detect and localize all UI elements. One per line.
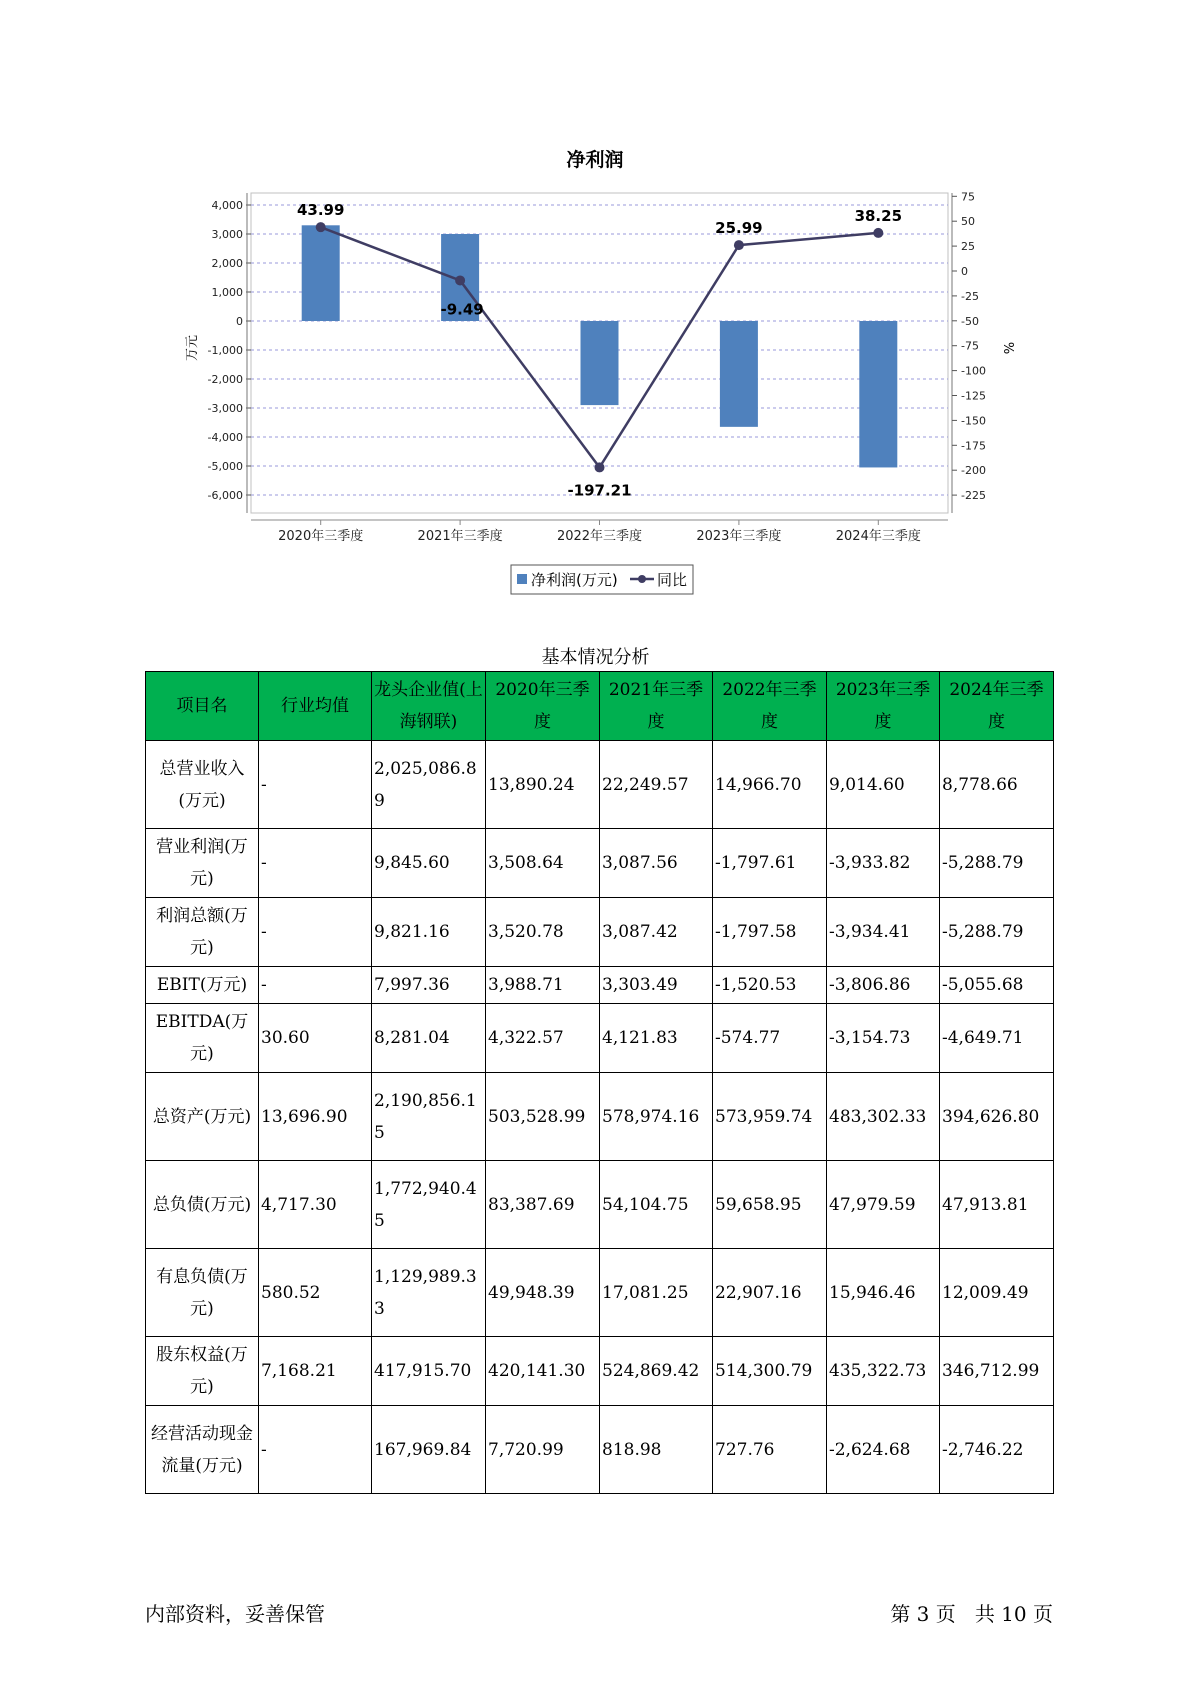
table-header-row [146,672,1054,741]
line-point-yoy [873,228,883,238]
line-point-yoy [316,222,326,232]
table-row [146,829,1054,898]
data-label-yoy: 38.25 [854,206,903,225]
table-cell: - [259,829,372,898]
table-cell: - [259,967,372,1004]
line-point-yoy [734,240,744,250]
data-label-yoy: 43.99 [296,201,345,220]
table-row [146,1249,1054,1337]
table-cell: 7,168.21 [259,1337,372,1406]
data-label-yoy: -9.49 [440,300,484,319]
table-cell: -1,797.58 [713,898,827,967]
row-label: 利润总额(万元) [146,898,259,967]
table-cell: 30.60 [259,1004,372,1073]
table-cell: 3,508.64 [486,829,600,898]
table-row [146,741,1054,829]
y-tick-label: -4,000 [207,431,243,444]
table-cell: 49,948.39 [486,1249,600,1337]
table-cell: 14,966.70 [713,741,827,829]
bar-net-profit [859,321,897,467]
chart-canvas [0,0,1191,600]
table-cell: 9,845.60 [372,829,486,898]
table-header-cell: 2020年三季度 [486,672,600,741]
line-point-yoy [595,462,605,472]
y2-tick-label: -50 [961,314,979,328]
table-cell: 524,869.42 [600,1337,713,1406]
legend-swatch-net-profit [517,574,527,584]
table-title: 基本情况分析 [541,647,650,668]
table-cell: 346,712.99 [940,1337,1054,1406]
table-cell: 13,696.90 [259,1073,372,1161]
row-label: EBIT(万元) [146,967,259,1004]
legend-label-yoy: 同比 [657,571,688,589]
table-cell: 578,974.16 [600,1073,713,1161]
y-tick-label: -1,000 [207,344,243,357]
table-cell: 3,520.78 [486,898,600,967]
row-label: 总负债(万元) [146,1161,259,1249]
table-cell: 3,303.49 [600,967,713,1004]
y-tick-label: -3,000 [207,402,243,415]
table-cell: 2,190,856.15 [372,1073,486,1161]
table-cell: 483,302.33 [827,1073,940,1161]
table-header-cell: 龙头企业值(上海钢联) [372,672,486,741]
table-cell: -3,933.82 [827,829,940,898]
table-cell: -4,649.71 [940,1004,1054,1073]
y2-tick-label: -25 [961,289,979,303]
y2-tick-label: 0 [961,265,968,278]
table-cell: 4,322.57 [486,1004,600,1073]
table-header-cell: 行业均值 [259,672,372,741]
legend-label-net-profit: 净利润(万元) [531,571,618,589]
y-tick-label: 4,000 [211,199,243,212]
table-cell: 22,249.57 [600,741,713,829]
table-cell: 573,959.74 [713,1073,827,1161]
table-cell: -3,806.86 [827,967,940,1004]
y-tick-label: 2,000 [211,257,243,270]
table-cell: 47,913.81 [940,1161,1054,1249]
table-cell: 514,300.79 [713,1337,827,1406]
table-row [146,1161,1054,1249]
y-axis-label: 万元 [185,334,200,362]
table-cell: 3,087.42 [600,898,713,967]
table-cell: 15,946.46 [827,1249,940,1337]
y-tick-label: -2,000 [207,373,243,386]
table-cell: - [259,898,372,967]
y2-tick-label: -100 [961,364,986,378]
table-cell: 12,009.49 [940,1249,1054,1337]
table-cell: -1,797.61 [713,829,827,898]
y-tick-label: -6,000 [207,489,243,502]
table-cell: 167,969.84 [372,1406,486,1494]
table-cell: 9,821.16 [372,898,486,967]
table-row [146,967,1054,1004]
data-label-yoy: 25.99 [715,219,763,238]
table-cell: - [259,1406,372,1494]
x-tick-label: 2022年三季度 [556,529,643,544]
table-cell: 727.76 [713,1406,827,1494]
y-tick-label: 1,000 [211,286,243,299]
y-tick-label: 0 [236,315,243,328]
row-label: EBITDA(万元) [146,1004,259,1073]
basic-analysis-table [145,671,1054,1494]
y-tick-label: 3,000 [211,228,243,241]
bar-net-profit [302,225,340,321]
table-header-cell: 2022年三季度 [713,672,827,741]
table-cell: -5,288.79 [940,898,1054,967]
table-cell: 394,626.80 [940,1073,1054,1161]
table-row [146,1406,1054,1494]
table-cell: 1,772,940.45 [372,1161,486,1249]
y2-tick-label: -75 [961,339,979,353]
row-label: 总营业收入(万元) [146,741,259,829]
row-label: 股东权益(万元) [146,1337,259,1406]
bar-net-profit [720,321,758,427]
table-cell: -3,934.41 [827,898,940,967]
footer-page-number: 第 3 页 共 10 页 [890,1602,1053,1626]
table-cell: 1,129,989.33 [372,1249,486,1337]
y2-axis-label: % [1000,341,1015,355]
table-cell: 8,281.04 [372,1004,486,1073]
table-row [146,1337,1054,1406]
y2-tick-label: 50 [961,215,975,229]
table-header-cell: 2023年三季度 [827,672,940,741]
table-cell: 8,778.66 [940,741,1054,829]
table-cell: 3,087.56 [600,829,713,898]
table-cell: 503,528.99 [486,1073,600,1161]
table-cell: -5,055.68 [940,967,1054,1004]
y2-tick-label: -200 [961,464,986,478]
y2-tick-label: 75 [961,190,975,204]
x-tick-label: 2020年三季度 [278,529,364,544]
y2-tick-label: -225 [961,489,986,503]
table-cell: 2,025,086.89 [372,741,486,829]
row-label: 总资产(万元) [146,1073,259,1161]
legend-swatch-yoy-point [638,575,646,583]
y-tick-label: -5,000 [207,460,243,473]
table-row [146,1073,1054,1161]
table-cell: 47,979.59 [827,1161,940,1249]
table-header-cell: 2021年三季度 [600,672,713,741]
table-cell: 7,997.36 [372,967,486,1004]
x-tick-label: 2021年三季度 [417,529,503,544]
y2-tick-label: -175 [961,439,986,453]
table-cell: 3,988.71 [486,967,600,1004]
footer-confidential-note: 内部资料，妥善保管 [145,1602,325,1626]
table-cell: 17,081.25 [600,1249,713,1337]
table-cell: 54,104.75 [600,1161,713,1249]
table-header-cell: 项目名 [146,672,259,741]
row-label: 营业利润(万元) [146,829,259,898]
table-header-cell: 2024年三季度 [940,672,1054,741]
table-cell: 417,915.70 [372,1337,486,1406]
table-cell: 435,322.73 [827,1337,940,1406]
bar-net-profit [581,321,619,405]
table-cell: -5,288.79 [940,829,1054,898]
y2-tick-label: 25 [961,240,975,254]
table-body [146,741,1054,1494]
chart-title: 净利润 [566,149,624,171]
table-cell: 4,121.83 [600,1004,713,1073]
table-cell: 59,658.95 [713,1161,827,1249]
table-cell: 7,720.99 [486,1406,600,1494]
table-cell: 9,014.60 [827,741,940,829]
row-label: 有息负债(万元) [146,1249,259,1337]
data-label-yoy: -197.21 [567,481,632,500]
x-tick-label: 2024年三季度 [835,529,921,544]
table-cell: 13,890.24 [486,741,600,829]
table-cell: 818.98 [600,1406,713,1494]
table-cell: 83,387.69 [486,1161,600,1249]
table-cell: 580.52 [259,1249,372,1337]
table-cell: -574.77 [713,1004,827,1073]
y2-tick-label: -125 [961,389,986,403]
row-label: 经营活动现金流量(万元) [146,1406,259,1494]
net-profit-chart [0,0,1191,600]
table-cell: 420,141.30 [486,1337,600,1406]
table-cell: 22,907.16 [713,1249,827,1337]
table-row [146,898,1054,967]
y2-tick-label: -150 [961,414,986,428]
table-cell: -1,520.53 [713,967,827,1004]
table-cell: -3,154.73 [827,1004,940,1073]
x-tick-label: 2023年三季度 [696,529,782,544]
table-cell: -2,746.22 [940,1406,1054,1494]
table-cell: 4,717.30 [259,1161,372,1249]
table-cell: - [259,741,372,829]
table-cell: -2,624.68 [827,1406,940,1494]
line-point-yoy [455,275,465,285]
table-row [146,1004,1054,1073]
